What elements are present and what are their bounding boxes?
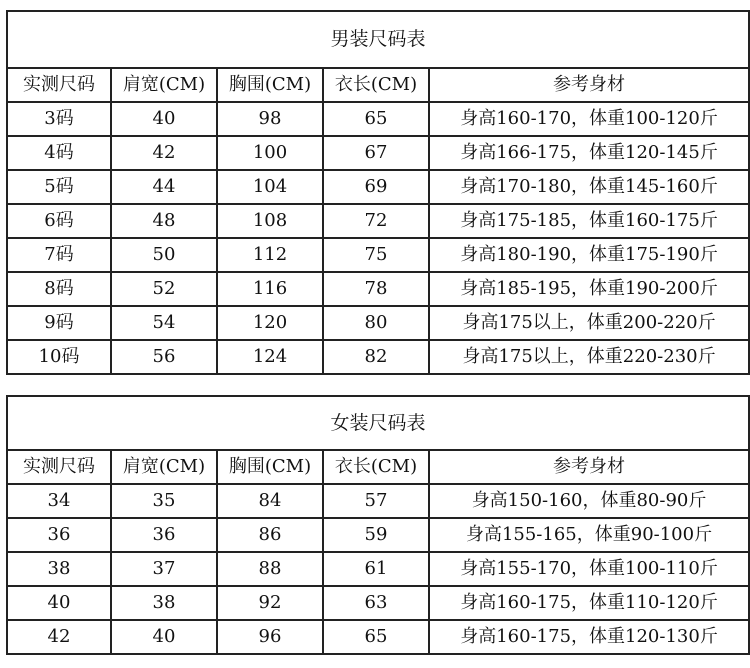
men-title-row: [7, 11, 749, 68]
shoulder-cell: 36: [111, 518, 217, 552]
chest-cell: 98: [217, 102, 323, 136]
table-row: [7, 552, 749, 586]
table-row: [7, 238, 749, 272]
chest-cell: 96: [217, 620, 323, 654]
chest-cell: 86: [217, 518, 323, 552]
women-header-row: [7, 450, 749, 484]
reference-cell: 身高175-185，体重160-175斤: [429, 204, 749, 238]
shoulder-cell: 56: [111, 340, 217, 374]
women-table-title: 女装尺码表: [7, 396, 749, 450]
chest-cell: 84: [217, 484, 323, 518]
shoulder-cell: 35: [111, 484, 217, 518]
shoulder-cell: 48: [111, 204, 217, 238]
men-header-length: 衣长(CM): [323, 68, 429, 102]
chest-cell: 104: [217, 170, 323, 204]
reference-cell: 身高166-175，体重120-145斤: [429, 136, 749, 170]
women-header-chest: 胸围(CM): [217, 450, 323, 484]
table-row: [7, 136, 749, 170]
women-header-size: 实测尺码: [7, 450, 111, 484]
shoulder-cell: 52: [111, 272, 217, 306]
size-cell: 3码: [7, 102, 111, 136]
length-cell: 67: [323, 136, 429, 170]
chest-cell: 88: [217, 552, 323, 586]
length-cell: 65: [323, 102, 429, 136]
reference-cell: 身高150-160，体重80-90斤: [429, 484, 749, 518]
size-cell: 40: [7, 586, 111, 620]
table-row: [7, 272, 749, 306]
table-row: [7, 306, 749, 340]
size-cell: 8码: [7, 272, 111, 306]
length-cell: 59: [323, 518, 429, 552]
chest-cell: 120: [217, 306, 323, 340]
size-cell: 4码: [7, 136, 111, 170]
length-cell: 69: [323, 170, 429, 204]
chest-cell: 92: [217, 586, 323, 620]
chest-cell: 108: [217, 204, 323, 238]
length-cell: 82: [323, 340, 429, 374]
reference-cell: 身高160-175，体重110-120斤: [429, 586, 749, 620]
women-size-table: [6, 395, 750, 655]
size-cell: 36: [7, 518, 111, 552]
length-cell: 61: [323, 552, 429, 586]
men-size-table: [6, 10, 750, 375]
table-row: [7, 204, 749, 238]
length-cell: 75: [323, 238, 429, 272]
reference-cell: 身高160-170，体重100-120斤: [429, 102, 749, 136]
size-cell: 34: [7, 484, 111, 518]
reference-cell: 身高175以上，体重200-220斤: [429, 306, 749, 340]
reference-cell: 身高155-165，体重90-100斤: [429, 518, 749, 552]
men-header-size: 实测尺码: [7, 68, 111, 102]
men-table-title: 男装尺码表: [7, 11, 749, 68]
shoulder-cell: 37: [111, 552, 217, 586]
reference-cell: 身高155-170，体重100-110斤: [429, 552, 749, 586]
reference-cell: 身高170-180，体重145-160斤: [429, 170, 749, 204]
shoulder-cell: 38: [111, 586, 217, 620]
men-header-reference: 参考身材: [429, 68, 749, 102]
shoulder-cell: 40: [111, 102, 217, 136]
table-row: [7, 586, 749, 620]
length-cell: 65: [323, 620, 429, 654]
shoulder-cell: 42: [111, 136, 217, 170]
size-cell: 6码: [7, 204, 111, 238]
reference-cell: 身高185-195，体重190-200斤: [429, 272, 749, 306]
size-cell: 9码: [7, 306, 111, 340]
length-cell: 57: [323, 484, 429, 518]
chest-cell: 112: [217, 238, 323, 272]
reference-cell: 身高175以上，体重220-230斤: [429, 340, 749, 374]
reference-cell: 身高160-175，体重120-130斤: [429, 620, 749, 654]
length-cell: 80: [323, 306, 429, 340]
size-cell: 38: [7, 552, 111, 586]
men-header-chest: 胸围(CM): [217, 68, 323, 102]
women-header-reference: 参考身材: [429, 450, 749, 484]
women-header-shoulder: 肩宽(CM): [111, 450, 217, 484]
length-cell: 72: [323, 204, 429, 238]
shoulder-cell: 50: [111, 238, 217, 272]
length-cell: 78: [323, 272, 429, 306]
length-cell: 63: [323, 586, 429, 620]
men-header-shoulder: 肩宽(CM): [111, 68, 217, 102]
size-cell: 7码: [7, 238, 111, 272]
table-row: [7, 102, 749, 136]
table-row: [7, 340, 749, 374]
shoulder-cell: 44: [111, 170, 217, 204]
table-row: [7, 518, 749, 552]
chest-cell: 100: [217, 136, 323, 170]
table-row: [7, 170, 749, 204]
chest-cell: 116: [217, 272, 323, 306]
table-row: [7, 484, 749, 518]
reference-cell: 身高180-190，体重175-190斤: [429, 238, 749, 272]
chest-cell: 124: [217, 340, 323, 374]
shoulder-cell: 54: [111, 306, 217, 340]
women-title-row: [7, 396, 749, 450]
size-cell: 5码: [7, 170, 111, 204]
men-header-row: [7, 68, 749, 102]
shoulder-cell: 40: [111, 620, 217, 654]
size-cell: 42: [7, 620, 111, 654]
table-row: [7, 620, 749, 654]
size-cell: 10码: [7, 340, 111, 374]
women-header-length: 衣长(CM): [323, 450, 429, 484]
